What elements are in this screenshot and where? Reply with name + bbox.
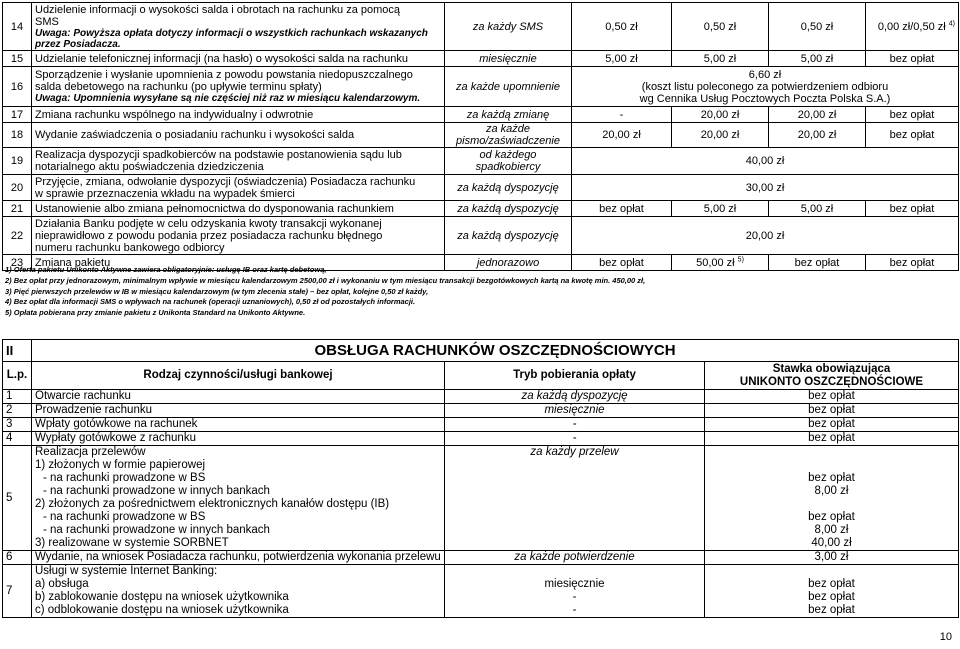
merged-fee: 30,00 zł <box>572 175 959 201</box>
charge-mode: za każdą dyspozycję <box>445 175 572 201</box>
charge-mode: za każde upomnienie <box>445 67 572 107</box>
fee-value: bez opłat <box>705 432 959 446</box>
table-row <box>3 565 959 618</box>
fee-value: 5,00 zł <box>672 51 769 67</box>
fee-value: 3,00 zł <box>705 551 959 565</box>
table-row <box>3 201 959 217</box>
charge-mode: - <box>445 432 705 446</box>
table-row <box>3 390 959 404</box>
charge-modes: miesięcznie - - <box>445 565 705 618</box>
fee-value: 5,00 zł <box>572 51 672 67</box>
row-description: Prowadzenie rachunku <box>32 404 445 418</box>
footnote: 4) Bez opłat dla informacji SMS o wpływach na rachunek (operacji uznaniowych), 0,50 zł od pozostałych informacji. <box>5 297 416 307</box>
charge-mode: za każde pismo/zaświadczenie <box>445 123 572 148</box>
table-row <box>3 148 959 175</box>
table-row <box>3 3 959 51</box>
row-description: Udzielenie informacji o wysokości salda i obrotach na rachunku za pomocą SMS Uwaga: Powyższa opłata dotyczy informacji o wszystkich rachunkach wskazanych przez Posiadacza. <box>32 3 445 51</box>
column-header-row <box>3 362 959 390</box>
fee-value: 0,00 zł/0,50 zł $^{4)}$ <box>866 3 959 51</box>
fee-value: bez opłat <box>705 404 959 418</box>
row-description: Wydanie zaświadczenia o posiadaniu rachunku i wysokości salda <box>32 123 445 148</box>
fee-value: 0,50 zł <box>672 3 769 51</box>
section-title: OBSŁUGA RACHUNKÓW OSZCZĘDNOŚCIOWYCH <box>32 340 959 362</box>
row-description: Otwarcie rachunku <box>32 390 445 404</box>
fee-value: bez opłat <box>866 107 959 123</box>
table-row <box>3 67 959 107</box>
section-number: II <box>3 340 32 362</box>
row-description: Udzielanie telefonicznej informacji (na hasło) o wysokości salda na rachunku <box>32 51 445 67</box>
row-description: Realizacja przelewów 1) złożonych w formie papierowej - na rachunki prowadzone w BS - na rachunki prowadzone w innych bankach 2) złożonych za pośrednictwem elektronicznych kanałów dostępu (IB) - na rachunki prowadzone w BS - na rachunki prowadzone w innych bankach 3) realizowane w systemie SORBNET <box>32 446 445 551</box>
row-number: 16 <box>3 67 32 107</box>
footnote: 5) Opłata pobierana przy zmianie pakietu z Unikonta Standard na Unikonto Aktywne. <box>5 308 306 318</box>
row-number: 6 <box>3 551 32 565</box>
header-service: Rodzaj czynności/usługi bankowej <box>32 362 445 390</box>
fee-value: bez opłat <box>769 255 866 271</box>
fee-value: bez opłat <box>705 390 959 404</box>
merged-fee: 40,00 zł <box>572 148 959 175</box>
fee-value: bez opłat <box>705 418 959 432</box>
fee-value: bez opłat <box>866 123 959 148</box>
fee-value: 20,00 zł <box>672 123 769 148</box>
table-row <box>3 123 959 148</box>
row-description: Realizacja dyspozycji spadkobierców na podstawie postanowienia sądu lub notarialnego aktu poświadczenia dziedziczenia <box>32 148 445 175</box>
fee-value: 20,00 zł <box>572 123 672 148</box>
fee-value: 20,00 zł <box>769 107 866 123</box>
row-number: 20 <box>3 175 32 201</box>
table-row <box>3 404 959 418</box>
footnote: 1) Oferta pakietu Unikonto Aktywne zawiera obligatoryjnie: usługę IB oraz kartę debetową, <box>5 265 327 274</box>
charge-mode: za każdą dyspozycję <box>445 201 572 217</box>
row-number: 15 <box>3 51 32 67</box>
merged-fee: 20,00 zł <box>572 217 959 255</box>
fee-values: bez opłat bez opłat bez opłat <box>705 565 959 618</box>
row-number: 14 <box>3 3 32 51</box>
savings-fees-table <box>2 339 959 618</box>
row-description: Sporządzenie i wysłanie upomnienia z powodu powstania niedopuszczalnego salda debetowego na rachunku (po upływie terminu spłaty) Uwaga: Upomnienia wysyłane są nie częściej niż raz w miesiącu kalendarzowym. <box>32 67 445 107</box>
row-description: Wypłaty gotówkowe z rachunku <box>32 432 445 446</box>
charge-mode: za każdą dyspozycję <box>445 390 705 404</box>
table-row <box>3 418 959 432</box>
row-number: 3 <box>3 418 32 432</box>
charge-mode: miesięcznie <box>445 51 572 67</box>
row-description: Zmiana pakietu <box>32 255 445 271</box>
header-lp: L.p. <box>3 362 32 390</box>
row-number: 23 <box>3 255 32 271</box>
fee-values: bez opłat 8,00 zł bez opłat 8,00 zł 40,00 zł <box>705 446 959 551</box>
charge-mode: miesięcznie <box>445 404 705 418</box>
table-row <box>3 107 959 123</box>
fee-value: 0,50 zł <box>769 3 866 51</box>
table-row <box>3 446 959 551</box>
row-description: Ustanowienie albo zmiana pełnomocnictwa do dysponowania rachunkiem <box>32 201 445 217</box>
fee-value: 20,00 zł <box>769 123 866 148</box>
row-description: Przyjęcie, zmiana, odwołanie dyspozycji (oświadczenia) Posiadacza rachunku w sprawie przeznaczenia wkładu na wypadek śmierci <box>32 175 445 201</box>
footnotes <box>5 265 645 319</box>
charge-mode: za każdą zmianę <box>445 107 572 123</box>
charge-mode: za każdy SMS <box>445 3 572 51</box>
row-number: 17 <box>3 107 32 123</box>
merged-fee: 6,60 zł (koszt listu poleconego za potwierdzeniem odbioru wg Cennika Usług Pocztowych Poczta Polska S.A.) <box>572 67 959 107</box>
charge-mode: za każde potwierdzenie <box>445 551 705 565</box>
row-number: 5 <box>3 446 32 551</box>
fee-value: bez opłat <box>866 255 959 271</box>
row-number: 7 <box>3 565 32 618</box>
row-description: Wpłaty gotówkowe na rachunek <box>32 418 445 432</box>
charge-mode: za każdą dyspozycję <box>445 217 572 255</box>
row-number: 2 <box>3 404 32 418</box>
table-row <box>3 217 959 255</box>
footnote: 2) Bez opłat przy jednorazowym, minimalnym wpływie w miesiącu kalendarzowym 2500,00 zł i wykonaniu w tym miesiącu transakcji bezgotówkowych kartą na kwotę min. 450,00 zł, <box>5 275 646 285</box>
fee-value: 50,00 zł $^{5)}$ <box>672 255 769 271</box>
table-row <box>3 175 959 201</box>
row-description: Wydanie, na wniosek Posiadacza rachunku, potwierdzenia wykonania przelewu <box>32 551 445 565</box>
charge-mode: jednorazowo <box>445 255 572 271</box>
fee-value: 5,00 zł <box>769 201 866 217</box>
header-rate: Stawka obowiązująca UNIKONTO OSZCZĘDNOŚCIOWE <box>705 362 959 390</box>
row-description: Usługi w systemie Internet Banking: a) obsługa b) zablokowanie dostępu na wniosek użytkownika c) odblokowanie dostępu na wniosek użytkownika <box>32 565 445 618</box>
row-number: 19 <box>3 148 32 175</box>
fee-value: bez opłat <box>572 201 672 217</box>
charge-mode: - <box>445 418 705 432</box>
row-number: 4 <box>3 432 32 446</box>
fee-value: - <box>572 107 672 123</box>
fees-table-continuation <box>2 2 959 271</box>
row-number: 21 <box>3 201 32 217</box>
table-row <box>3 432 959 446</box>
row-number: 18 <box>3 123 32 148</box>
row-description: Zmiana rachunku wspólnego na indywidualny i odwrotnie <box>32 107 445 123</box>
row-description: Działania Banku podjęte w celu odzyskania kwoty transakcji wykonanej nieprawidłowo z powodu podania przez posiadacza rachunku błędnego numeru rachunku bankowego odbiorcy <box>32 217 445 255</box>
charge-mode: od każdego spadkobiercy <box>445 148 572 175</box>
fee-value: 0,50 zł <box>572 3 672 51</box>
table-row <box>3 551 959 565</box>
charge-mode: za każdy przelew <box>445 446 705 551</box>
fee-value: 20,00 zł <box>672 107 769 123</box>
table-row <box>3 51 959 67</box>
fee-value: bez opłat <box>866 51 959 67</box>
section-header-row <box>3 340 959 362</box>
row-number: 22 <box>3 217 32 255</box>
fee-value: bez opłat <box>572 255 672 271</box>
fee-value: 5,00 zł <box>672 201 769 217</box>
fee-value: 5,00 zł <box>769 51 866 67</box>
fee-value: bez opłat <box>866 201 959 217</box>
page-number: 10 <box>939 631 952 643</box>
row-number: 1 <box>3 390 32 404</box>
header-charge-mode: Tryb pobierania opłaty <box>445 362 705 390</box>
footnote: 3) Pięć pierwszych przelewów w IB w miesiącu kalendarzowym (w tym zlecenia stałe) – bez opłat, kolejne 0,50 zł każdy, <box>5 286 429 296</box>
